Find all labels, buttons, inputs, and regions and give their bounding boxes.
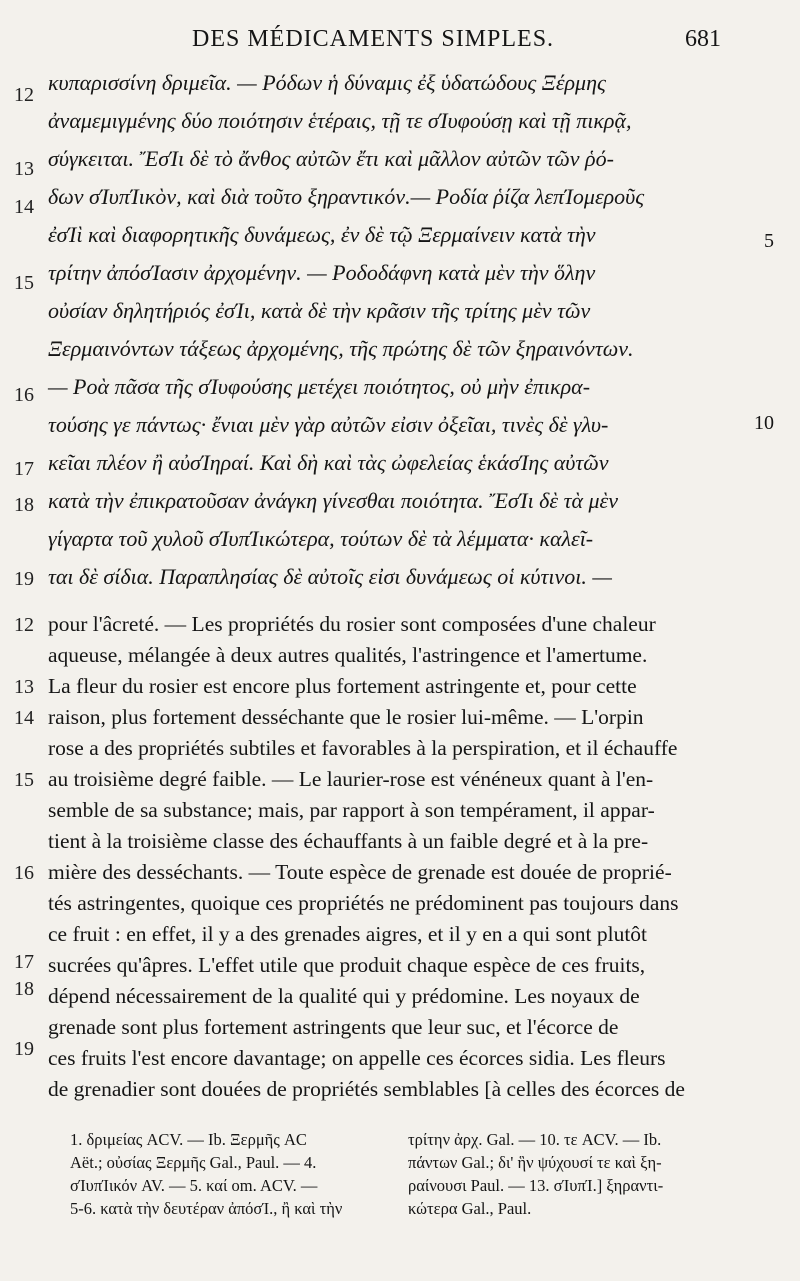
french-line [0,1015,800,1049]
line-number: 17 [14,458,34,480]
french-line-text: sucrées qu'âpres. L'effet utile que produit chaque espèce de ces fruits, [48,953,646,977]
french-line-text: mière des desséchants. — Toute espèce de grenade est douée de proprié- [48,860,672,884]
line-number: 14 [14,707,34,729]
french-line [0,705,800,739]
greek-line [0,562,800,600]
line-number: 16 [14,862,34,884]
footnote-line: 1. δριμείας ACV. — Ib. Ξερμῆς AC [70,1130,307,1149]
french-line [0,829,800,863]
greek-line-text: δων σΊυπΊικὸν, καὶ διὰ τοῦτο ξηραντικόν.— Ροδία ῥίζα λεπΊομεροῦς [48,184,645,209]
greek-line-text: — Ροὰ πᾶσα τῆς σΊυφούσης μετέχει ποιότητος, οὐ μὴν ἐπικρα- [48,374,591,399]
line-number: 12 [14,84,34,106]
greek-line-text: οὐσίαν δηλητήριός ἐσΊι, κατὰ δὲ τὴν κρᾶσιν τῆς τρίτης μὲν τῶν [48,298,591,323]
footnote-line: τρίτην ἀρχ. Gal. — 10. τε ACV. — Ib. [408,1130,662,1149]
french-line-text: tés astringentes, quoique ces propriétés ne prédominent pas toujours dans [48,891,679,915]
french-line-text: raison, plus fortement desséchante que le rosier lui-même. — L'orpin [48,705,644,729]
french-line [0,612,800,646]
greek-line-text: Ξερμαινόντων τάξεως ἀρχομένης, τῆς πρώτης δὲ τῶν ξηραινόντων. [48,336,634,361]
line-number: 12 [14,614,34,636]
french-line-text: au troisième degré faible. — Le laurier-rose est vénéneux quant à l'en- [48,767,654,791]
french-line [0,860,800,894]
greek-line [0,334,800,372]
greek-line-text: ἐσΊὶ καὶ διαφορητικῆς δυνάμεως, ἐν δὲ τῷ Ξερμαίνειν κατὰ τὴν [48,222,596,247]
footnote-line: ραίνουσι Paul. — 13. σΊυπΊ.] ξηραντι- [408,1176,664,1195]
greek-line [0,448,800,486]
footnote-line: σΊυπΊικόν AV. — 5. καί om. ACV. — [70,1176,318,1195]
french-line-text: pour l'âcreté. — Les propriétés du rosier sont composées d'une chaleur [48,612,656,636]
greek-line-text: κατὰ τὴν ἐπικρατοῦσαν ἀνάγκη γίνεσθαι ποιότητα. ἜσΊι δὲ τὰ μὲν [48,488,618,513]
footnote-line: 5-6. κατὰ τὴν δευτέραν ἀπόσΊ., ἢ καὶ τὴν [70,1199,343,1218]
french-line [0,643,800,677]
greek-line [0,106,800,144]
greek-line [0,410,800,448]
french-line [0,978,800,1018]
line-number: 19 [14,568,34,590]
french-line-text: aqueuse, mélangée à deux autres qualités, l'astringence et l'amertume. [48,643,648,667]
line-number: 17 [14,951,34,973]
margin-number: 5 [764,230,774,252]
footnotes-right-column [408,1128,663,1220]
line-number: 15 [14,272,34,294]
french-line-text: grenade sont plus fortement astringents que leur suc, et l'écorce de [48,1015,619,1039]
line-number: 16 [14,384,34,406]
greek-line [0,144,800,182]
greek-line-text: κυπαρισσίνη δριμεῖα. — Ρόδων ἡ δύναμις ἐξ ὑδατώδους Ξέρμης [48,70,606,95]
french-line [0,767,800,801]
greek-line-text: ται δὲ σίδια. Παραπλησίας δὲ αὐτοῖς εἰσι δυνάμεως οἱ κύτινοι. — [48,564,612,589]
french-line-text: tient à la troisième classe des échauffants à un faible degré et à la pre- [48,829,649,853]
line-number: 18 [14,978,34,1000]
line-number: 14 [14,196,34,218]
margin-number: 10 [754,412,774,434]
french-line-text: ces fruits l'est encore davantage; on appelle ces écorces sidia. Les fleurs [48,1046,666,1070]
greek-line [0,486,800,524]
greek-line [0,182,800,220]
greek-line [0,296,800,334]
french-line [0,674,800,708]
greek-line-text: ἀναμεμιγμένης δύο ποιότησιν ἑτέραις, τῇ τε σΊυφούσῃ καὶ τῇ πικρᾷ, [48,108,632,133]
french-line [0,1077,800,1111]
footnote-line: Aët.; οὐσίας Ξερμῆς Gal., Paul. — 4. [70,1153,317,1172]
greek-line-text: τρίτην ἀπόσΊασιν ἀρχομένην. — Ροδοδάφνη κατὰ μὲν τὴν ὅλην [48,260,596,285]
page-number: 681 [685,26,721,52]
page-title: DES MÉDICAMENTS SIMPLES. [192,26,555,52]
french-line-text: semble de sa substance; mais, par rapport à son tempérament, il appar- [48,798,655,822]
greek-line-text: γίγαρτα τοῦ χυλοῦ σΊυπΊικώτερα, τούτων δὲ τὰ λέμματα· καλεῖ- [48,526,594,551]
line-number: 13 [14,158,34,180]
greek-line [0,524,800,562]
french-line [0,891,800,925]
greek-line [0,258,800,296]
running-header [0,26,800,60]
french-line-text: La fleur du rosier est encore plus fortement astringente et, pour cette [48,674,637,698]
greek-line [0,68,800,106]
french-line [0,922,800,956]
greek-line-text: τούσης γε πάντως· ἔνιαι μὲν γὰρ αὐτῶν εἰσιν ὀξεῖαι, τινὲς δὲ γλυ- [48,412,609,437]
footnote-line: πάντων Gal.; δι' ἣν ψύχουσί τε καὶ ξη- [408,1153,662,1172]
french-line [0,798,800,832]
french-line-text: rose a des propriétés subtiles et favorables à la perspiration, et il échauffe [48,736,678,760]
greek-line-text: σύγκειται. ἜσΊι δὲ τὸ ἄνθος αὐτῶν ἔτι καὶ μᾶλλον αὐτῶν τῶν ῥό- [48,146,614,171]
greek-line-text: κεῖαι πλέον ἢ αὐσΊηραί. Καὶ δὴ καὶ τὰς ὠφελείας ἑκάσΊης αὐτῶν [48,450,609,475]
french-line-text: ce fruit : en effet, il y a des grenades aigres, et il y en a qui sont plutôt [48,922,648,946]
french-line [0,736,800,770]
line-number: 13 [14,676,34,698]
footnotes-left-column [70,1128,342,1220]
line-number: 18 [14,494,34,516]
french-line-text: dépend nécessairement de la qualité qui y prédomine. Les noyaux de [48,984,640,1008]
french-line [0,953,800,987]
greek-line [0,220,800,258]
footnote-line: κώτερα Gal., Paul. [408,1199,532,1218]
french-line-text: de grenadier sont douées de propriétés semblables [à celles des écorces de [48,1077,685,1101]
french-line [0,1038,800,1080]
line-number: 19 [14,1038,34,1060]
line-number: 15 [14,769,34,791]
greek-line [0,372,800,410]
